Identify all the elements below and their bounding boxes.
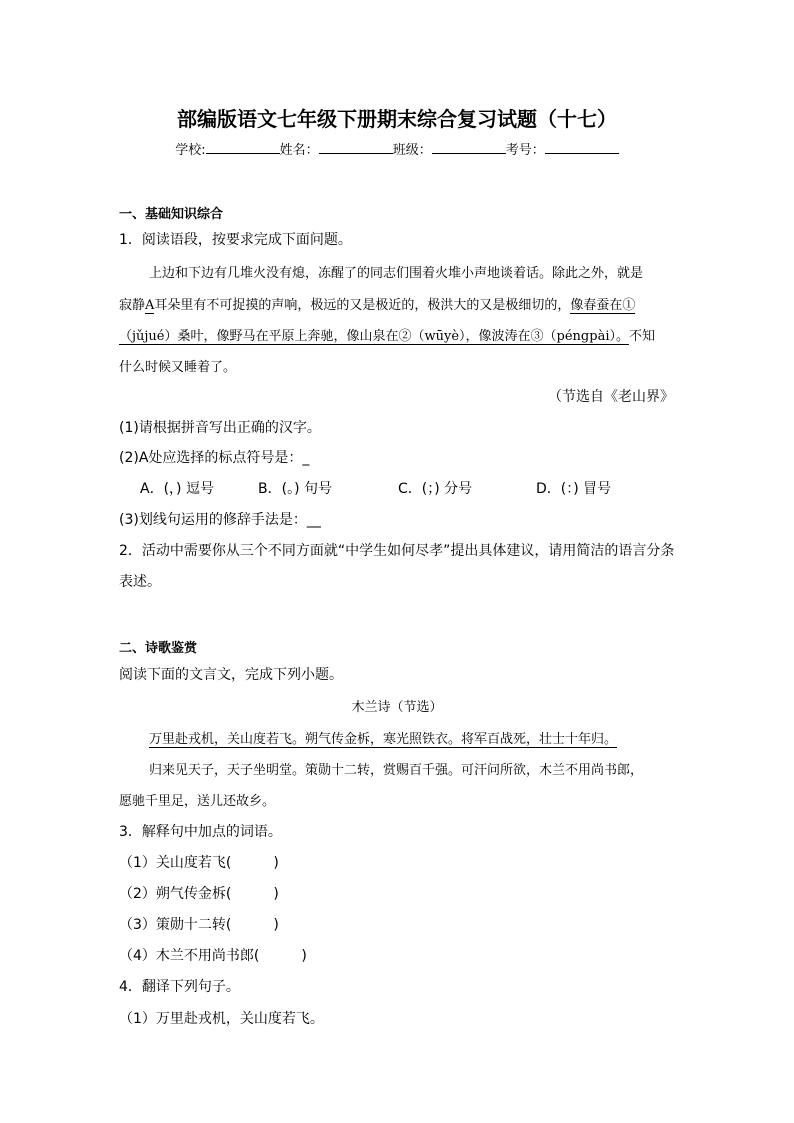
q3-item: （2）朔气传金柝( ) [119, 886, 279, 902]
option-a: A．(，) 逗号 [140, 481, 214, 497]
sub-question-1: (1)请根据拼音写出正确的汉字。 [119, 420, 321, 436]
name-blank [319, 142, 393, 154]
option-d: D．(：) 冒号 [536, 481, 612, 497]
poem-line: 愿驰千里足，送儿还故乡。 [119, 794, 276, 809]
passage-source: （节选自《老山界》 [548, 389, 674, 405]
student-info-line [0, 139, 794, 158]
q4-item: （1）万里赴戎机，关山度若飞。 [119, 1011, 324, 1027]
poem-line [149, 728, 617, 747]
question-2: 2．活动中需要你从三个不同方面就“中学生如何尽孝”提出具体建议，请用简洁的语言分条 [119, 543, 675, 559]
q3-item: （4）木兰不用尚书郎( ) [119, 948, 307, 964]
class-label: 班级： [392, 143, 432, 158]
name-label: 姓名： [279, 143, 319, 158]
question-4: 4．翻译下列句子。 [119, 979, 240, 995]
reading-intro: 阅读下面的文言文，完成下列小题。 [119, 667, 343, 683]
exam-no-blank [545, 142, 619, 154]
school-label: 学校: [175, 143, 206, 158]
underlined-sentence: （jǔjué）桑叶，像野马在平原上奔驰，像山泉在②（wūyè），像波涛在③（péngpài）。 [119, 329, 629, 344]
exam-no-label: 考号： [505, 143, 545, 158]
underlined-sentence: 万里赴戎机，关山度若飞。朔气传金柝，寒光照铁衣。将军百战死，壮士十年归。 [149, 732, 618, 747]
class-blank [432, 142, 506, 154]
question-2-cont: 表述。 [119, 574, 161, 590]
poem-title: 木兰诗（节选） [351, 700, 443, 715]
blank-a-marker: A [145, 298, 155, 313]
option-c: C．(；) 分号 [398, 481, 473, 497]
passage-line: 寂静A耳朵里有不可捉摸的声响，极远的又是极近的，极洪大的又是极细切的，像春蚕在① [119, 298, 636, 313]
section-heading-poetry: 二、诗歌鉴赏 [119, 641, 198, 656]
q3-item: （1）关山度若飞( ) [119, 855, 279, 871]
passage-line: 上边和下边有几堆火没有熄，冻醒了的同志们围着火堆小声地谈着话。除此之外，就是 [149, 266, 644, 281]
school-blank [206, 142, 280, 154]
sub-question-2: (2)A处应选择的标点符号是：_ [119, 450, 310, 466]
poem-line: 归来见天子，天子坐明堂。策勋十二转，赏赐百千强。可汗问所欲，木兰不用尚书郎， [149, 763, 644, 778]
option-b: B．(。) 句号 [258, 481, 332, 497]
passage-line: （jǔjué）桑叶，像野马在平原上奔驰，像山泉在②（wūyè），像波涛在③（péngpài）。不知 [119, 329, 655, 344]
section-heading-basic: 一、基础知识综合 [119, 207, 224, 222]
underlined-sentence: 像春蚕在① [570, 298, 636, 313]
passage-line: 什么时候又睡着了。 [119, 360, 237, 375]
page-title: 部编版语文七年级下册期末综合复习试题（十七） [177, 107, 617, 131]
question-1: 1．阅读语段，按要求完成下面问题。 [119, 232, 352, 248]
question-3: 3．解释句中加点的词语。 [119, 824, 282, 840]
q3-item: （3）策勋十二转( ) [119, 917, 279, 933]
sub-question-3: (3)划线句运用的修辞手法是：__ [119, 512, 321, 528]
